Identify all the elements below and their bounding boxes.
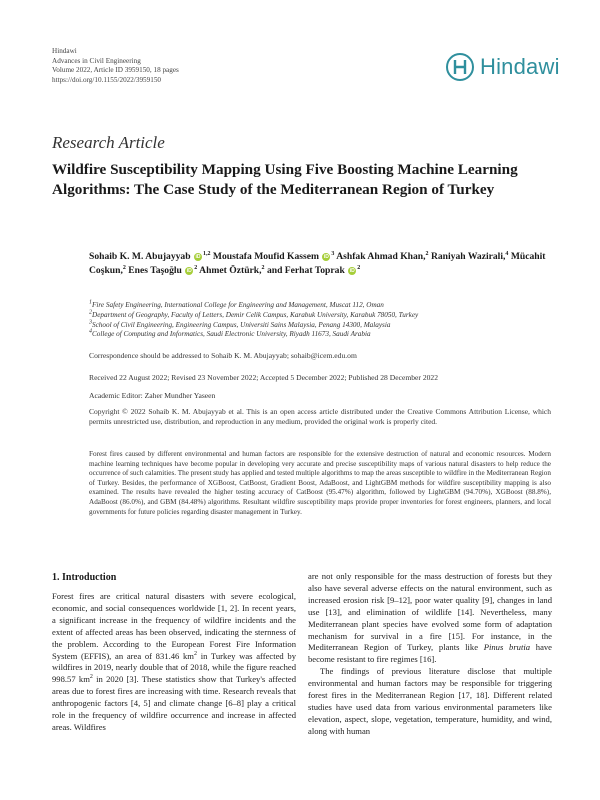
- author-list: [89, 250, 554, 278]
- superscript: 2: [194, 650, 197, 657]
- copyright-notice: Copyright © 2022 Sohaib K. M. Abujayyab et al. This is an open access article distributed under the Creative Commons Attribution License, which permits unrestricted use, distribution, and reproduction in any medium, provided the original work is properly cited.: [89, 407, 551, 426]
- author-name: Moustafa Moufid Kassem: [212, 251, 319, 262]
- author: [336, 251, 428, 262]
- logo-wordmark: Hindawi: [480, 54, 560, 79]
- author: [199, 265, 264, 276]
- author-affiliation-marker: 2: [194, 264, 198, 271]
- author-affiliation-marker: 1,2: [202, 250, 211, 257]
- orcid-icon[interactable]: iD: [195, 253, 201, 260]
- author-affiliation-marker: 2: [425, 250, 429, 257]
- affiliation-line: [89, 330, 554, 340]
- academic-editor: Academic Editor: Zaher Mundher Yaseen: [89, 391, 216, 400]
- affiliation-line: [89, 321, 554, 331]
- author-affiliation-marker: 2: [122, 264, 126, 271]
- affiliation-line: [89, 311, 554, 321]
- text-run: in Turkey was affected by wildfires in 2019, nearly double that of 2018, while the figure reached 998.57 km: [52, 650, 296, 685]
- publisher-name: Hindawi: [52, 47, 77, 55]
- author-name: Enes Taşoğlu: [128, 265, 182, 276]
- abstract: Forest fires caused by different environmental and human factors are responsible for the extensive destruction of natural and economic resources. Modern machine learning techniques have become popular in developing very accurate and precise susceptibility maps of various natural disasters to help reduce the occurrence of such calamities. The present study has applied and tested multiple algorithms to map the areas susceptible to wildfire in the Mediterranean Region of Turkey. Besides, the performance of XGBoost, CatBoost, Gradient Boost, AdaBoost, and LightGBM methods for wildfire susceptibility mapping is also examined. The results have revealed the higher testing accuracy of CatBoost (95.47%) algorithm, followed by LightGBM (94.70%), XGBoost (88.8%), AdaBoost (86.0%), and GBM (84.48%) algorithms. Resultant wildfire susceptibility maps provide proper inventories for forest engineers, planners, and local governments for future policies regarding disaster management in Turkey.: [89, 450, 551, 516]
- author-affiliation-marker: 2: [261, 264, 265, 271]
- italic-text: Pinus brutia: [483, 642, 531, 653]
- author-name: Ahmet Öztürk,: [199, 265, 262, 276]
- orcid-icon[interactable]: iD: [323, 253, 329, 260]
- affiliation-line: [89, 301, 554, 311]
- text-run: have become resistant to fire regimes [16].: [308, 642, 553, 665]
- affiliation-number: 1: [89, 299, 92, 306]
- body-column-left: [52, 591, 296, 734]
- author-affiliation-marker: 4: [505, 250, 509, 257]
- author: [89, 251, 210, 262]
- journal-meta: [52, 47, 179, 85]
- affiliation-text: Fire Safety Engineering, International College for Engineering and Management, Muscat 112, Oman: [92, 301, 384, 309]
- paper-title: Wildfire Susceptibility Mapping Using Five Boosting Machine Learning Algorithms: The Case Study of the Mediterranean Region of Turkey: [52, 161, 518, 198]
- doi-link[interactable]: https://doi.org/10.1155/2022/3959150: [52, 75, 162, 84]
- orcid-icon[interactable]: iD: [349, 267, 355, 274]
- article-type: Research Article: [52, 133, 165, 152]
- text-run: are not only responsible for the mass destruction of forests but they also have several adverse effects on the natural environment, such as increased erosion risk [9–12], poor water quality [9], changes in land use [13], and elimination of wildlife [14]. Nevertheless, many Mediterranean plant species have evolved some form of adaptation mechanism for survival in a fire [15]. For instance, in the Mediterranean Region of Turkey, plants like: [308, 571, 552, 653]
- author-name: Raniyah Wazirali,: [430, 251, 506, 262]
- affiliation-number: 2: [89, 309, 92, 316]
- author-name: Sohaib K. M. Abujayyab: [89, 251, 191, 262]
- correspondence: Correspondence should be addressed to Sohaib K. M. Abujayyab; sohaib@icem.edu.om: [89, 351, 357, 360]
- author-affiliation-marker: 3: [331, 250, 335, 257]
- superscript: 2: [89, 674, 93, 681]
- author: [267, 265, 360, 276]
- text-run: Forest fires are critical natural disasters with severe ecological, economic, and social consequences worldwide [1, 2]. In recent years, a significant increase in the frequency of wildfire incidents and the extent of affected areas has been observed, indicating the sternness of the problem. According to the European Forest Fire Information System (EFFIS), an area of 831.46 km: [52, 591, 296, 661]
- publication-dates: Received 22 August 2022; Revised 23 November 2022; Accepted 5 December 2022; Published 28 December 2022: [89, 373, 439, 382]
- text-run: in 2020 [3]. These statistics show that Turkey's affected areas due to forest fires are increasing with time. Research reveals that anthropogenic factors [4, 5] and climate change [6–8] play a critical role in the frequency of wildfire occurrence and increase in affected areas. Wildfires: [52, 674, 296, 732]
- author-name: Mücahit Coşkun,: [89, 251, 546, 276]
- affiliation-number: 4: [89, 329, 92, 335]
- body-column-right: [308, 571, 552, 738]
- paragraph: The findings of previous literature disclose that multiple environmental and human factors may be responsible for triggering forest fires in the Mediterranean Region [17, 18]. Different related studies have used data from various environmental parameters like elevation, aspect, slope, vegetation, temperature, humidity, and wind, along with human: [308, 666, 552, 736]
- author-affiliation-marker: 2: [357, 264, 361, 271]
- author-name: Ashfak Ahmad Khan,: [336, 251, 426, 262]
- author-name: and Ferhat Toprak: [266, 265, 345, 276]
- hindawi-logo: [445, 52, 560, 82]
- author: [431, 251, 508, 262]
- paragraph: [308, 571, 552, 666]
- section-heading: 1. Introduction: [52, 572, 117, 583]
- affiliation-number: 3: [89, 319, 92, 326]
- journal-name: Advances in Civil Engineering: [52, 56, 141, 65]
- orcid-icon[interactable]: iD: [186, 267, 192, 274]
- hindawi-logo-icon: [445, 52, 475, 82]
- author: [213, 251, 334, 262]
- affiliations: [89, 301, 554, 340]
- affiliation-text: College of Computing and Informatics, Saudi Electronic University, Riyadh 11673, Saudi Arabia: [92, 330, 371, 339]
- volume-line: Volume 2022, Article ID 3959150, 18 pages: [52, 66, 179, 75]
- affiliation-text: School of Civil Engineering, Engineering Campus, Universiti Sains Malaysia, Penang 14300, Malaysia: [92, 320, 391, 329]
- paragraph: [52, 591, 296, 734]
- author: [128, 265, 197, 276]
- affiliation-text: Department of Geography, Faculty of Letters, Demir Celik Campus, Karabuk University, Karabuk 78050, Turkey: [92, 310, 419, 319]
